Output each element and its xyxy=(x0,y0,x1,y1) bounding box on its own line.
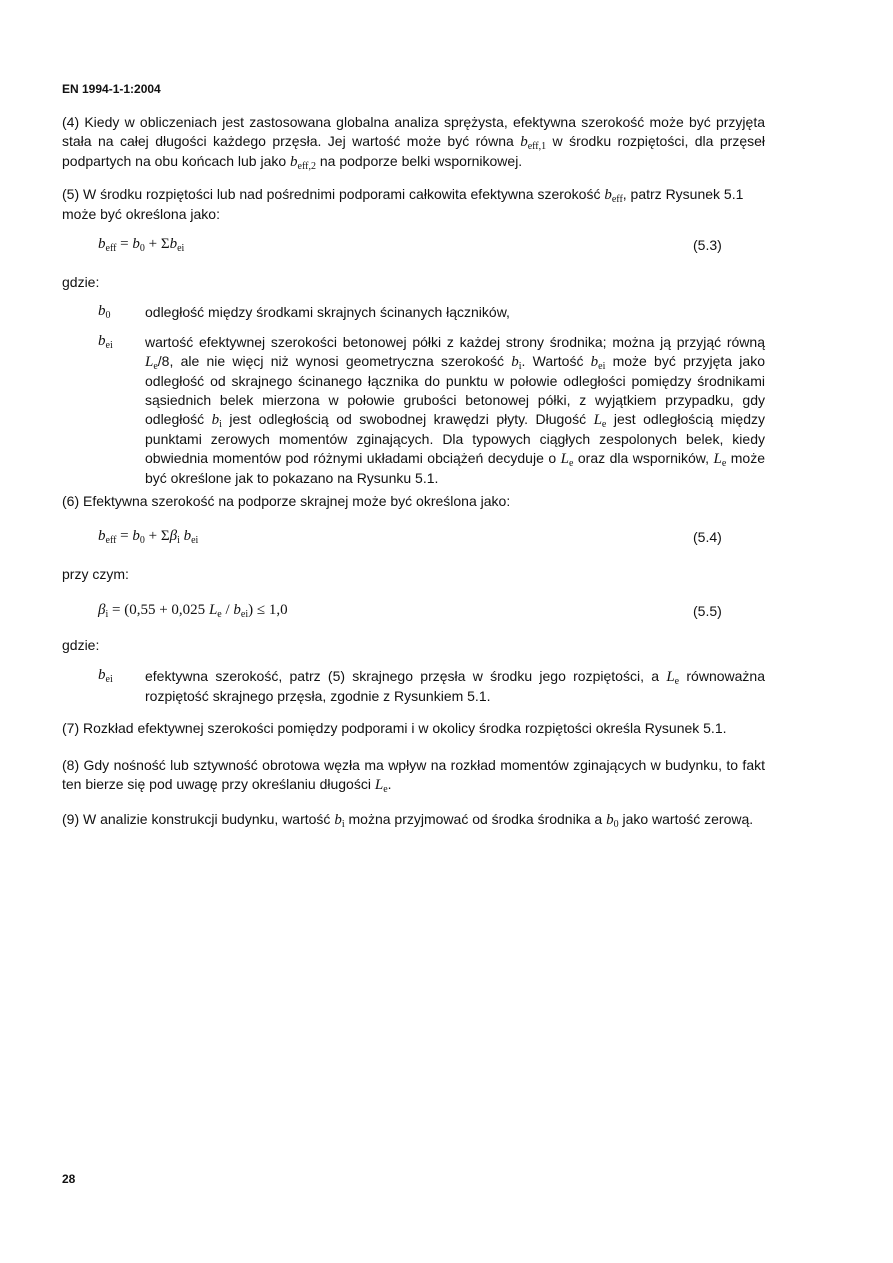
p9-text-3: jako wartość zerową. xyxy=(618,811,754,827)
def2-symbol-bei xyxy=(98,667,113,684)
p8-text-1: (8) Gdy nośność lub sztywność obrotowa węzła ma wpływ na rozkład momentów zginających w budynku, to fakt ten bierze się pod uwagę przy określaniu długości xyxy=(62,757,765,792)
def-bei-Le-4-sub: e xyxy=(721,458,727,469)
def-bei-bi-2: b xyxy=(211,412,220,428)
eq53-plus-sum: + Σ xyxy=(144,236,170,252)
equation-number-5-4: (5.4) xyxy=(693,529,722,545)
eq53-equals: = xyxy=(116,236,133,252)
p5-text-2: , patrz Rysunek 5.1 może być określona jako: xyxy=(62,186,744,222)
def-text-bei xyxy=(145,333,765,488)
equation-number-5-5: (5.5) xyxy=(693,603,722,619)
p4-text-1: (4) Kiedy w obliczeniach jest zastosowana globalna analiza sprężysta, efektywna szerokość może być przyjęta stała na całej długości każdego przęsła. Jej wartość może być równa xyxy=(62,114,765,149)
def2-bei-sub: ei xyxy=(105,674,113,685)
eq55-bei: b xyxy=(233,602,241,618)
eq54-beta-sub: i xyxy=(177,535,180,546)
eq53-lhs: b xyxy=(98,236,106,252)
def-bei-text-7: oraz dla wsporników, xyxy=(573,450,714,466)
def-bei-text-2: /8, ale nie więcj niż wynosi geometryczna szerokość xyxy=(157,353,512,369)
paragraph-9 xyxy=(62,810,765,830)
subscript-eff2: eff,2 xyxy=(297,161,316,172)
paragraph-8 xyxy=(62,756,765,795)
eq55-bei-sub: ei xyxy=(240,609,249,620)
subscript-eff1: eff,1 xyxy=(527,141,547,152)
def2-bei-text-2: równoważna rozpiętość skrajnego przęsła, zgodnie z Rysunkiem 5.1. xyxy=(145,668,765,704)
paragraph-4 xyxy=(62,113,765,172)
def-bei-text-4: może być przyjęta jako odległość od skrajnego ścinanego łącznika do punktu w połowie odległości pomiędzy środnikami sąsiednich belek mierzona w połowie grubości betonowej półki, z wyjątkiem przypadku, gdy odległość xyxy=(145,353,765,427)
eq54-b0: b xyxy=(132,528,140,544)
eq54-lhs: b xyxy=(98,528,106,544)
def-bei-Le-4: L xyxy=(713,451,722,467)
eq55-text-1: = (0,55 + 0,025 xyxy=(108,602,209,618)
def-bei-bi-2-sub: i xyxy=(219,419,222,430)
def-bei-Le-3: L xyxy=(560,451,569,467)
paragraph-7: (7) Rozkład efektywnej szerokości pomiędzy podporami i w okolicy środka rozpiętości określa Rysunek 5.1. xyxy=(62,720,727,736)
def-bei-bi-1: b xyxy=(511,354,519,370)
p8-Le: L xyxy=(374,777,384,793)
p4-text-3: na podporze belki wspornikowej. xyxy=(315,153,523,169)
page-number: 28 xyxy=(62,1172,76,1186)
gdzie-label-2: gdzie: xyxy=(62,637,100,653)
eq55-Le-sub: e xyxy=(217,609,222,620)
p9-text-1: (9) W analizie konstrukcji budynku, wartość xyxy=(62,811,335,827)
eq55-text-2: / xyxy=(221,602,234,618)
eq55-beta: β xyxy=(98,602,106,618)
symbol-b-eff1: b xyxy=(520,134,528,150)
def-bei-text-6: jest odległością między punktami zerowych momentów zginających. Dla typowych ciągłych zespolonych belek, kiedy obwiednia momentów pod różnymi układami obciążeń decyduje o xyxy=(145,411,765,466)
def-bei-bi-1-sub: i xyxy=(518,361,522,372)
def-bei-Le-2: L xyxy=(593,412,602,428)
p5-text-1: (5) W środku rozpiętości lub nad pośrednimi podporami całkowita efektywna szerokość xyxy=(62,186,605,202)
symbol-b-eff2: b xyxy=(290,154,298,170)
eq54-bei: b xyxy=(179,528,192,544)
def-bei-Le-1-sub: e xyxy=(153,361,158,372)
eq53-b0-sub: 0 xyxy=(139,243,145,254)
def-symbol-b0 xyxy=(98,303,111,320)
eq53-b0: b xyxy=(132,236,140,252)
eq54-beta: β xyxy=(169,528,178,544)
def-bei-text-5: jest odległością od swobodnej krawędzi płyty. Długość xyxy=(221,411,594,427)
def2-bei-Le: L xyxy=(666,669,675,685)
paragraph-5 xyxy=(62,185,765,224)
eq53-bei: b xyxy=(169,236,178,252)
eq53-lhs-sub: eff xyxy=(105,243,117,254)
def-symbol-bei xyxy=(98,333,113,350)
def2-bei-sym: b xyxy=(98,667,106,683)
def-bei-text-1: wartość efektywnej szerokości betonowej półki z każdej strony środnika; można ją przyjąć równą xyxy=(145,334,765,350)
def-bei-Le-3-sub: e xyxy=(568,458,574,469)
p8-text-2: . xyxy=(387,776,392,792)
eq54-b0-sub: 0 xyxy=(139,535,145,546)
eq54-equals: = xyxy=(116,528,133,544)
def-text-b0: odległość między środkami skrajnych ścinanych łączników, xyxy=(145,304,510,320)
equation-number-5-3: (5.3) xyxy=(693,237,722,253)
def2-text-bei xyxy=(145,667,765,706)
def-bei-Le-2-sub: e xyxy=(601,419,607,430)
def-bei-bei-2: b xyxy=(590,354,599,370)
p9-bi-sub: i xyxy=(341,819,345,830)
eq54-plus-sum: + Σ xyxy=(144,528,170,544)
eq55-Le: L xyxy=(208,602,218,618)
def-b0-sym: b xyxy=(98,303,106,319)
def-bei-text-8: może być określone jak to pokazano na Rysunku 5.1. xyxy=(145,450,766,486)
paragraph-6: (6) Efektywna szerokość na podporze skrajnej może być określona jako: xyxy=(62,493,511,509)
subscript-eff: eff xyxy=(611,194,623,205)
equation-5-3 xyxy=(98,236,184,253)
eq54-lhs-sub: eff xyxy=(105,535,117,546)
p4-text-2: w środku rozpiętości, dla przęseł podpartych na obu końcach lub jako xyxy=(62,133,765,169)
przy-czym-label: przy czym: xyxy=(62,566,129,582)
document-id-header: EN 1994-1-1:2004 xyxy=(62,82,161,96)
def-b0-sub: 0 xyxy=(105,310,111,321)
def-bei-text-3: . Wartość xyxy=(521,353,591,369)
def-bei-bei-2-sub: ei xyxy=(598,361,606,372)
gdzie-label-1: gdzie: xyxy=(62,274,100,290)
eq55-beta-sub: i xyxy=(105,609,109,620)
def-bei-Le-1: L xyxy=(145,354,154,370)
eq53-bei-sub: ei xyxy=(177,243,185,254)
def2-bei-Le-sub: e xyxy=(674,676,680,687)
equation-5-4 xyxy=(98,528,198,545)
symbol-b-eff: b xyxy=(604,187,612,203)
def-bei-sub: ei xyxy=(105,340,113,351)
p9-b0: b xyxy=(606,812,614,828)
p8-Le-sub: e xyxy=(383,784,388,795)
def-bei-sym: b xyxy=(98,333,106,349)
p9-b0-sub: 0 xyxy=(613,819,619,830)
p9-bi: b xyxy=(334,812,342,828)
eq55-text-3: ) ≤ 1,0 xyxy=(248,602,288,618)
equation-5-5 xyxy=(98,602,288,619)
p9-text-2: można przyjmować od środka środnika a xyxy=(344,811,607,827)
def2-bei-text-1: efektywna szerokość, patrz (5) skrajnego przęsła w środku jego rozpiętości, a xyxy=(145,668,667,684)
eq54-bei-sub: ei xyxy=(191,535,199,546)
